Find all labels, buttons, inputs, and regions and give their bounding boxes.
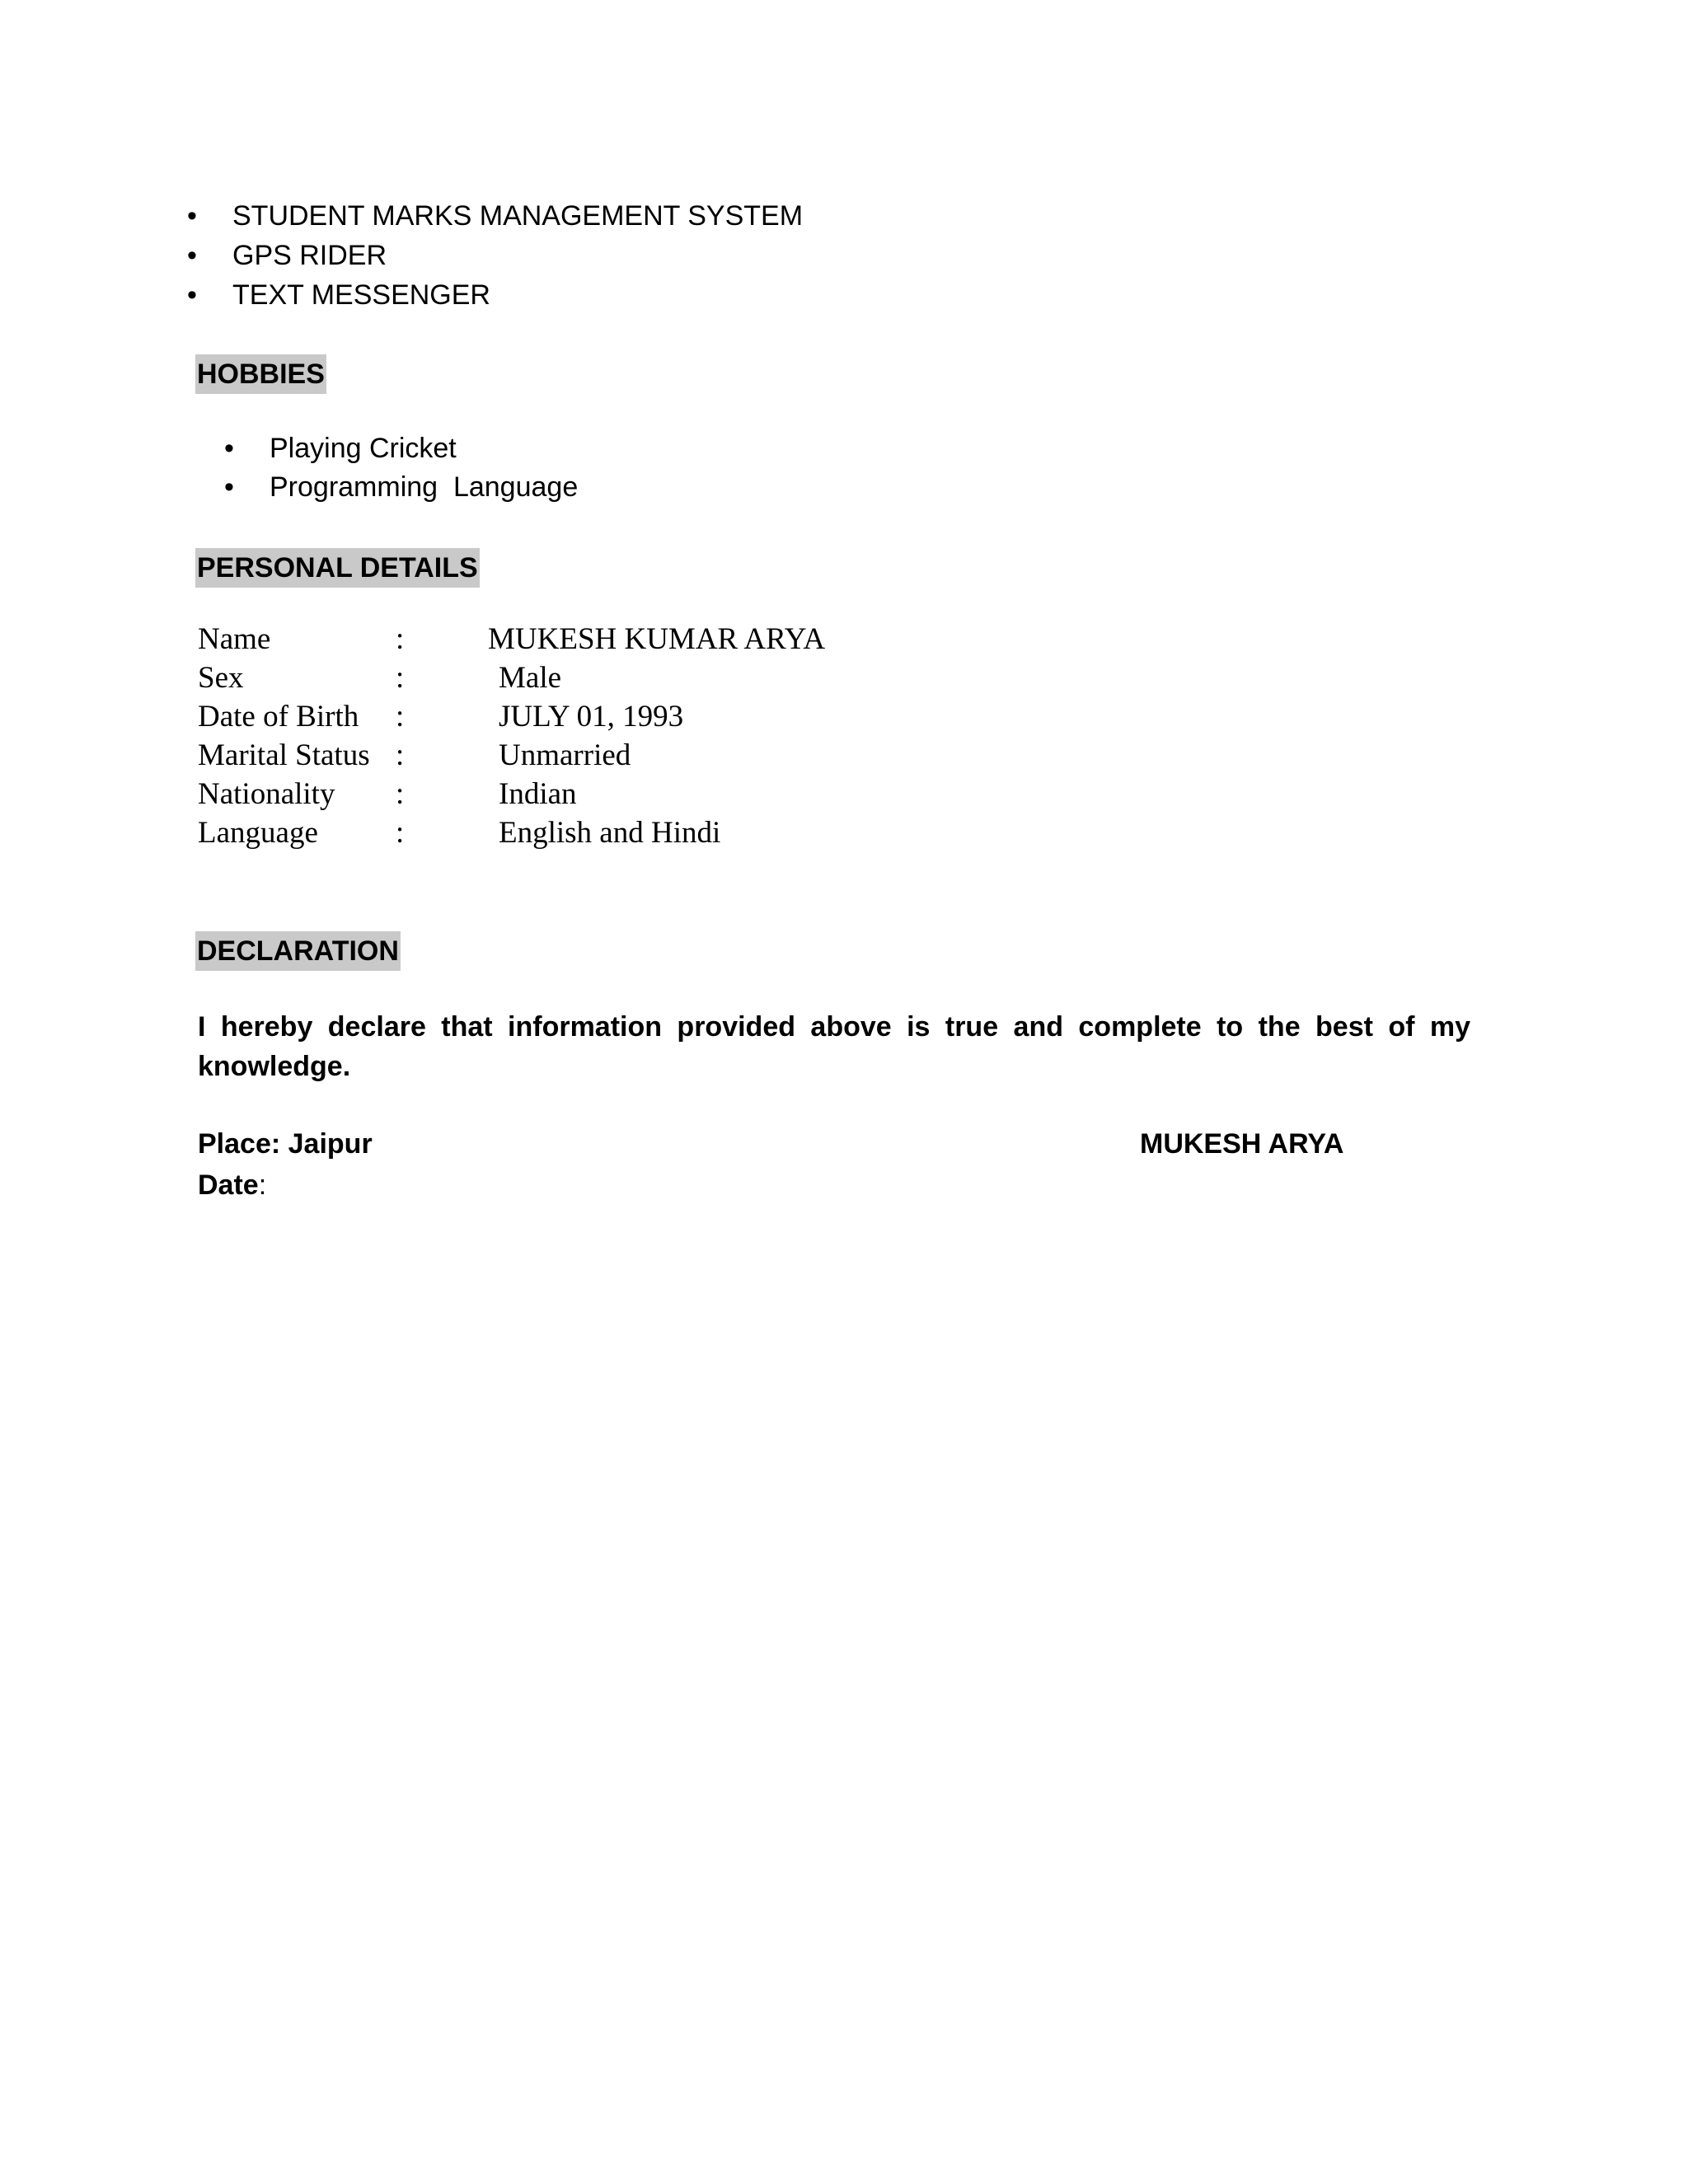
detail-label: Language (198, 816, 318, 850)
detail-value: Unmarried (499, 738, 631, 772)
project-item-label: STUDENT MARKS MANAGEMENT SYSTEM (232, 200, 804, 232)
bullet-icon: • (187, 279, 197, 311)
signature-name: MUKESH ARYA (1140, 1128, 1344, 1160)
hobbies-heading: HOBBIES (195, 354, 326, 394)
detail-value: Indian (499, 777, 577, 811)
list-item (224, 429, 578, 467)
bullet-icon: • (224, 471, 234, 503)
projects-list (187, 196, 804, 315)
project-item-label: GPS RIDER (232, 240, 387, 271)
hobbies-list (224, 429, 579, 506)
detail-colon: : (396, 777, 405, 811)
detail-value: JULY 01, 1993 (499, 700, 684, 733)
place-value: Jaipur (288, 1128, 373, 1160)
detail-label: Nationality (198, 777, 335, 811)
declaration-heading: DECLARATION (195, 931, 401, 971)
detail-label: Sex (198, 661, 244, 695)
detail-colon: : (396, 622, 405, 656)
list-item (187, 196, 804, 236)
list-item (224, 467, 579, 506)
detail-colon: : (396, 738, 405, 772)
declaration-text: I hereby declare that information provided above is true and complete to the best of my knowledge. (198, 1011, 1470, 1082)
project-item-label: TEXT MESSENGER (232, 279, 490, 311)
place-line (198, 1124, 373, 1164)
hobby-item-label: Programming Language (270, 471, 579, 503)
personal-details-heading: PERSONAL DETAILS (195, 548, 480, 588)
detail-colon: : (396, 700, 405, 733)
hobby-item-label: Playing Cricket (270, 433, 457, 464)
bullet-icon: • (224, 433, 234, 464)
date-colon: : (258, 1169, 267, 1201)
date-line (198, 1165, 266, 1205)
detail-value: MUKESH KUMAR ARYA (488, 622, 826, 656)
list-item (187, 275, 803, 315)
bullet-icon: • (187, 240, 197, 271)
detail-value: Male (499, 661, 562, 695)
detail-label: Date of Birth (198, 700, 359, 733)
date-label: Date (198, 1169, 259, 1201)
detail-colon: : (396, 816, 405, 850)
detail-label: Marital Status (198, 738, 370, 772)
list-item (187, 236, 803, 275)
bullet-icon: • (187, 200, 197, 232)
detail-value: English and Hindi (499, 816, 721, 850)
detail-label: Name (198, 622, 271, 656)
detail-colon: : (396, 661, 405, 695)
place-label: Place: (198, 1128, 281, 1160)
